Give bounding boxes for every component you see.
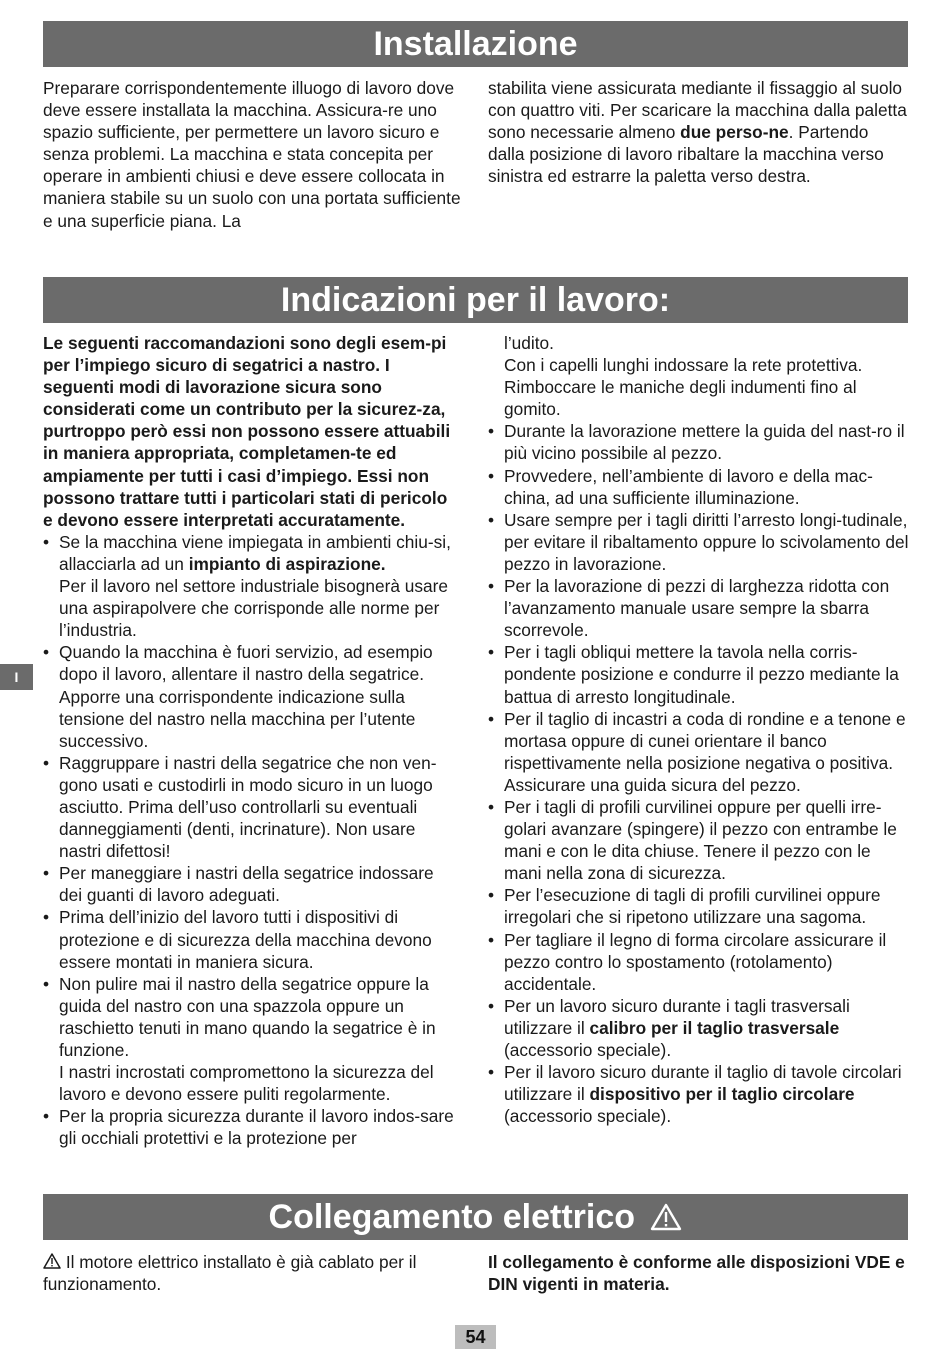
collegamento-left-text: Il motore elettrico installato è già cablato per il funzionamento. [43, 1252, 417, 1295]
list-item: • Per l’esecuzione di tagli di profili curvilinei oppure irregolari che si ripetono utilizzare una sagoma. [488, 884, 910, 928]
list-item: • Provvedere, nell’ambiente di lavoro e della mac-china, ad una sufficiente illuminazione. [488, 465, 910, 509]
section-title-installazione: Installazione [43, 21, 908, 67]
list-item: • Per un lavoro sicuro durante i tagli trasversali utilizzare il calibro per il taglio trasversale (accessorio speciale). [488, 995, 910, 1061]
language-tab: I [0, 664, 33, 690]
page-number: 54 [455, 1325, 496, 1349]
list-item: • Per la lavorazione di pezzi di larghezza ridotta con l’avanzamento manuale usare sempre la sbarra scorrevole. [488, 575, 910, 641]
section-title-indicazioni: Indicazioni per il lavoro: [43, 277, 908, 323]
warning-triangle-icon [650, 1203, 682, 1231]
indicazioni-intro: Le seguenti raccomandazioni sono degli esem-pi per l’impiego sicuro di segatrici a nastro. I seguenti modi di lavorazione sicura sono considerati come un contributo per la sicurez-za, purtroppo però essi non possono essere attuabili in maniera appropriata, completamen-te ed ampiamente per tutti i casi d’impiego. Essi non possono trattare tutti i particolari stati di pericolo e devono essere interpretati accuratamente. [43, 333, 451, 530]
list-item: • Non pulire mai il nastro della segatrice oppure la guida del nastro con una spazzola oppure un raschietto tenuti in mano quando la segatrice è in funzione. I nastri incrostati compromettono la sicurezza del lavoro e devono essere puliti regolarmente. [43, 973, 461, 1106]
list-item: • Se la macchina viene impiegata in ambienti chiu-si, allacciarla ad un impianto di aspirazione. Per il lavoro nel settore industriale bisognerà usare una aspirapolvere che corrisponde alle norme per l’industria. [43, 531, 461, 641]
list-item: • Per maneggiare i nastri della segatrice indossare dei guanti di lavoro adeguati. [43, 862, 461, 906]
collegamento-right-text: Il collegamento è conforme alle disposizioni VDE e DIN vigenti in materia. [488, 1252, 905, 1295]
warning-triangle-icon [43, 1253, 61, 1269]
list-item: • Per i tagli di profili curvilinei oppure per quelli irre-golari avanzare (spingere) il pezzo con entrambe le mani e con le dita chiuse. Tenere il pezzo con le mani nella zona di sicurezza. [488, 796, 910, 884]
installazione-left-text: Preparare corrispondentemente illuogo di lavoro dove deve essere installata la macchina. Assicura-re uno spazio sufficiente, per permettere un lavoro sicuro e senza problemi. La macchina e stata concepita per operare in ambienti chiusi e deve essere collocata in maniera stabile su un suolo con una portata sufficiente e una superficie piana. La [43, 78, 461, 231]
indicazioni-left-column [43, 332, 461, 1149]
list-item: • Prima dell’inizio del lavoro tutti i dispositivi di protezione e di sicurezza della macchina devono essere montati in maniera sicura. [43, 906, 461, 972]
section-title-collegamento: Collegamento elettrico [43, 1194, 908, 1240]
list-item: • Per la propria sicurezza durante il lavoro indos-sare gli occhiali protettivi e la protezione per [43, 1105, 461, 1149]
list-item: • Raggruppare i nastri della segatrice che non ven-gono usati e custodirli in modo sicuro in un luogo asciutto. Prima dell’uso controllarli su eventuali danneggiamenti (denti, incrinature). Non usare nastri difettosi! [43, 752, 461, 862]
list-item: • Per tagliare il legno di forma circolare assicurare il pezzo contro lo spostamento (rotolamento) accidentale. [488, 929, 910, 995]
list-item: • Per il taglio di incastri a coda di rondine e a tenone e mortasa oppure di cunei orientare il banco rispettivamente nella posizione negativa o positiva. Assicurare una guida sicura del pezzo. [488, 708, 910, 796]
list-continuation: l’udito. Con i capelli lunghi indossare la rete protettiva. Rimboccare le maniche degli indumenti fino al gomito. [504, 333, 863, 420]
list-item: • Per i tagli obliqui mettere la tavola nella corris-pondente posizione e condurre il pezzo mediante la battua di arresto longitudinale. [488, 641, 910, 707]
indicazioni-right-column [488, 332, 910, 1127]
list-item: • Durante la lavorazione mettere la guida del nast-ro il più vicino possibile al pezzo. [488, 420, 910, 464]
installazione-right-text: stabilita viene assicurata mediante il fissaggio al suolo con quattro viti. Per scaricare la macchina dalla paletta sono necessarie almeno due perso-ne. Partendo dalla posizione di lavoro ribaltare la macchina verso sinistra ed estrarre la paletta verso destra. [488, 78, 907, 187]
list-item: • Usare sempre per i tagli diritti l’arresto longi-tudinale, per evitare il ribaltamento oppure lo scivolamento del pezzo in lavorazione. [488, 509, 910, 575]
list-item: • Per il lavoro sicuro durante il taglio di tavole circolari utilizzare il dispositivo per il taglio circolare (accessorio speciale). [488, 1061, 910, 1127]
list-item: • Quando la macchina è fuori servizio, ad esempio dopo il lavoro, allentare il nastro della segatrice. Apporre una corrispondente indicazione sulla tensione del nastro nella macchina per l’utente successivo. [43, 641, 461, 751]
